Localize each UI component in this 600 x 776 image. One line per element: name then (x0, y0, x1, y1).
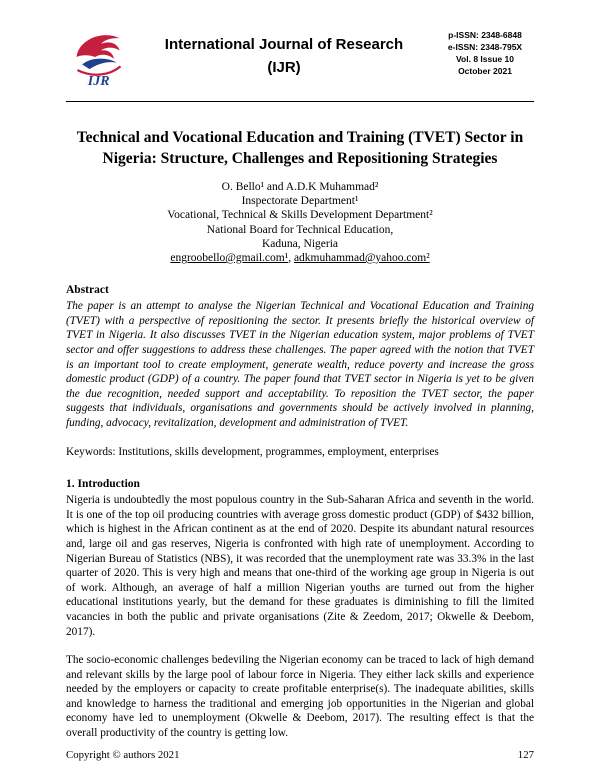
abstract-paragraph: The paper is an attempt to analyse the Nigerian Technical and Vocational Education and Training (TVET) with a perspective of repositioning the sector. It presents briefly the historical overview of TVET in Nigeria. It also discusses TVET in the Nigerian education system, major problems of TVET sector and offer suggestions to address these challenges. The paper agreed with the notion that TVET is an important tool to create employment, generate wealth, reduce poverty and increase the gross domestic product (GDP) of a country. The paper found that TVET sector in Nigeria is yet to be given the due recognition, needed support and acceptability. To reposition the TVET sector, the paper suggests that individuals, organisations and governments should be actively involved in planning, funding, advocacy, revitalization, development and administration of TVET. (66, 300, 534, 429)
journal-header (66, 26, 534, 102)
emails-line (66, 251, 534, 265)
page-number: 127 (517, 749, 534, 761)
authors-line: O. Bello¹ and A.D.K Muhammad² (221, 181, 379, 193)
journal-title-line2: (IJR) (267, 59, 301, 76)
volume-issue: Vol. 8 Issue 10 (456, 54, 514, 64)
abstract-heading: Abstract (66, 284, 109, 297)
issue-date: October 2021 (458, 66, 512, 76)
affiliation-line-3: National Board for Technical Education, (206, 223, 394, 236)
journal-logo-graphic (70, 26, 128, 88)
email-link-1[interactable]: engroobello@gmail.com¹ (170, 252, 289, 265)
e-issn: e-ISSN: 2348-795X (447, 42, 523, 52)
logo-ijr-text: IJR (87, 73, 110, 88)
keywords-line: Keywords: Institutions, skills development, programmes, employment, enterprises (66, 445, 439, 458)
introduction-heading: 1. Introduction (66, 478, 140, 491)
issn-block (436, 26, 534, 77)
p-issn: p-ISSN: 2348-6848 (448, 30, 522, 40)
article-title: Technical and Vocational Education and Training (TVET) Sector in Nigeria: Structure, Challenges and Repositioning Strategies (76, 129, 524, 167)
journal-logo (70, 26, 132, 93)
journal-title (132, 26, 436, 79)
page-footer (66, 749, 534, 761)
affiliation-line-1: Inspectorate Department¹ (241, 195, 359, 208)
affiliation-line-4: Kaduna, Nigeria (262, 237, 338, 250)
email-link-2[interactable]: adkmuhammad@yahoo.com² (293, 252, 430, 265)
introduction-paragraph-1: Nigeria is undoubtedly the most populous country in the Sub-Saharan Africa and seventh in the world. It is one of the top oil producing countries with average gross domestic product (GDP) of $432 billion, which is highest in the African continent as at the end of 2020. Despite its abundant natural resources and, large oil and gas reserves, Nigeria is confronted with high rate of unemployment. According to Nigerian Bureau of Statistics (NBS), it was recorded that the unemployment rate was 33.3% in the last quarter of 2020. This is very high and means that one-third of the working age group in Nigeria is out of work. Although, an average of half a million Nigerian youths are turned out from the higher educational institutions yearly, but the demand for these graduates is diminishing to fill the limited vacancies in both the public and private organisations (Zite & Zeedom, 2017; Okwelle & Deebom, 2017). (66, 494, 534, 638)
logo-bird-red-shape (77, 35, 120, 59)
introduction-paragraph-2: The socio-economic challenges bedeviling the Nigerian economy can be traced to lack of high demand and relevant skills by the large pool of labour force in Nigeria. They either lack skills and experience needed by the employers or capacity to create profitable enterprise(s). The inadequate abilities, skills and knowledge to harness the traditional and emerging job opportunities in the Nigerian and global economy have led to unemployment (Okwelle & Deebom, 2017). The resulting effect is that the overall productivity of the country is getting low. (66, 654, 534, 740)
copyright-text: Copyright © authors 2021 (66, 749, 180, 761)
logo-bird-blue-shape (82, 59, 117, 70)
article-body (66, 127, 534, 741)
authors-block (66, 180, 534, 265)
affiliation-line-2: Vocational, Technical & Skills Development Department² (167, 209, 433, 222)
email-separator: , (288, 252, 294, 265)
journal-title-line1: International Journal of Research (164, 36, 404, 53)
